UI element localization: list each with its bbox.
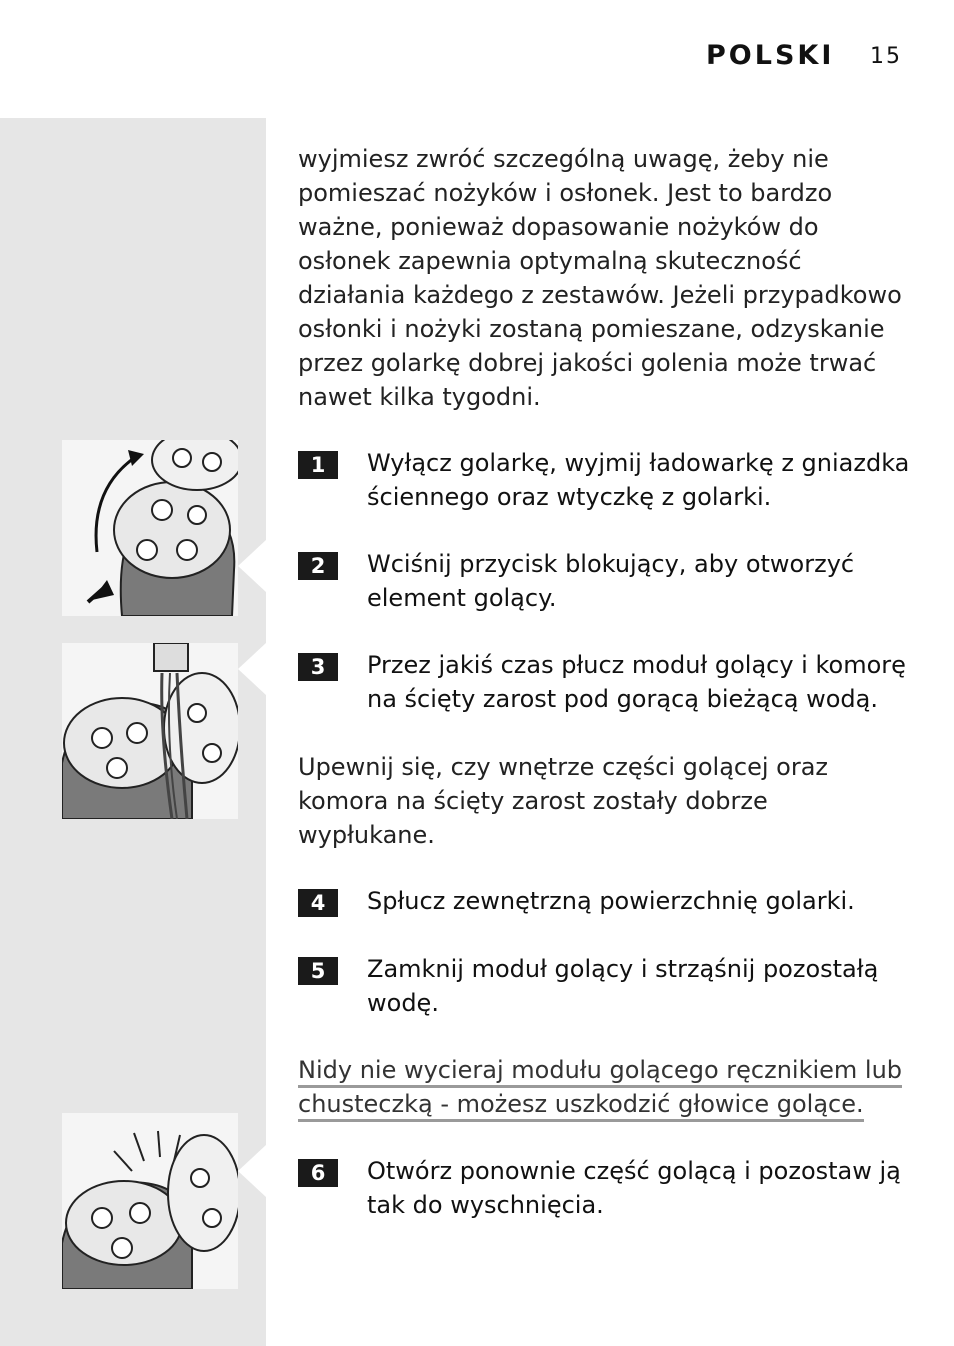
step-number-badge: 1: [298, 451, 338, 479]
step-text: Wciśnij przycisk blokujący, aby otworzyć element golący.: [367, 550, 855, 612]
language-heading: POLSKI: [706, 40, 835, 71]
illustration-pointer: [238, 643, 266, 695]
step-text: Otwórz ponownie część golącą i pozostaw ją tak do wyschnięcia.: [367, 1157, 901, 1219]
illustration-pointer: [238, 1145, 266, 1197]
step-number-badge: 4: [298, 889, 338, 917]
illustration-pointer: [238, 540, 266, 592]
step-text: Przez jakiś czas płucz moduł golący i komorę na ścięty zarost pod gorącą bieżącą wodą.: [367, 651, 906, 713]
step-number-badge: 6: [298, 1159, 338, 1187]
illustration-rinse-shaver: [62, 643, 238, 819]
step-number-badge: 5: [298, 957, 338, 985]
shaver-dry-drawing: [62, 1113, 238, 1289]
warning-text: Nidy nie wycieraj modułu golącego ręcznikiem lub chusteczką - możesz uszkodzić głowice golące.: [298, 1056, 902, 1122]
step-text: Wyłącz golarkę, wyjmij ładowarkę z gniazdka ściennego oraz wtyczkę z golarki.: [367, 449, 910, 511]
page-number: 15: [870, 44, 902, 69]
shaver-open-drawing: [62, 440, 238, 616]
step-number-badge: 3: [298, 653, 338, 681]
step-text: Zamknij moduł golący i strząśnij pozostałą wodę.: [367, 955, 879, 1017]
illustration-open-shaver: [62, 440, 238, 616]
warning-note: [298, 1053, 908, 1121]
intro-paragraph: wyjmiesz zwróć szczególną uwagę, żeby nie pomieszać nożyków i osłonek. Jest to bardzo ważne, ponieważ dopasowanie nożyków do osłonek zapewnia optymalną skuteczność działania każdego z zestawów. Jeżeli przypadkowo osłonki i nożyki zostaną pomieszane, odzyskanie przez golarkę dobrej jakości golenia może trwać nawet kilka tygodni.: [298, 145, 902, 411]
step-number-badge: 2: [298, 552, 338, 580]
step-text: Spłucz zewnętrzną powierzchnię golarki.: [367, 887, 855, 915]
shaver-rinse-drawing: [62, 643, 238, 819]
step-3-note: Upewnij się, czy wnętrze części golącej oraz komora na ścięty zarost zostały dobrze wypłukane.: [298, 753, 829, 849]
illustration-dry-shaver: [62, 1113, 238, 1289]
